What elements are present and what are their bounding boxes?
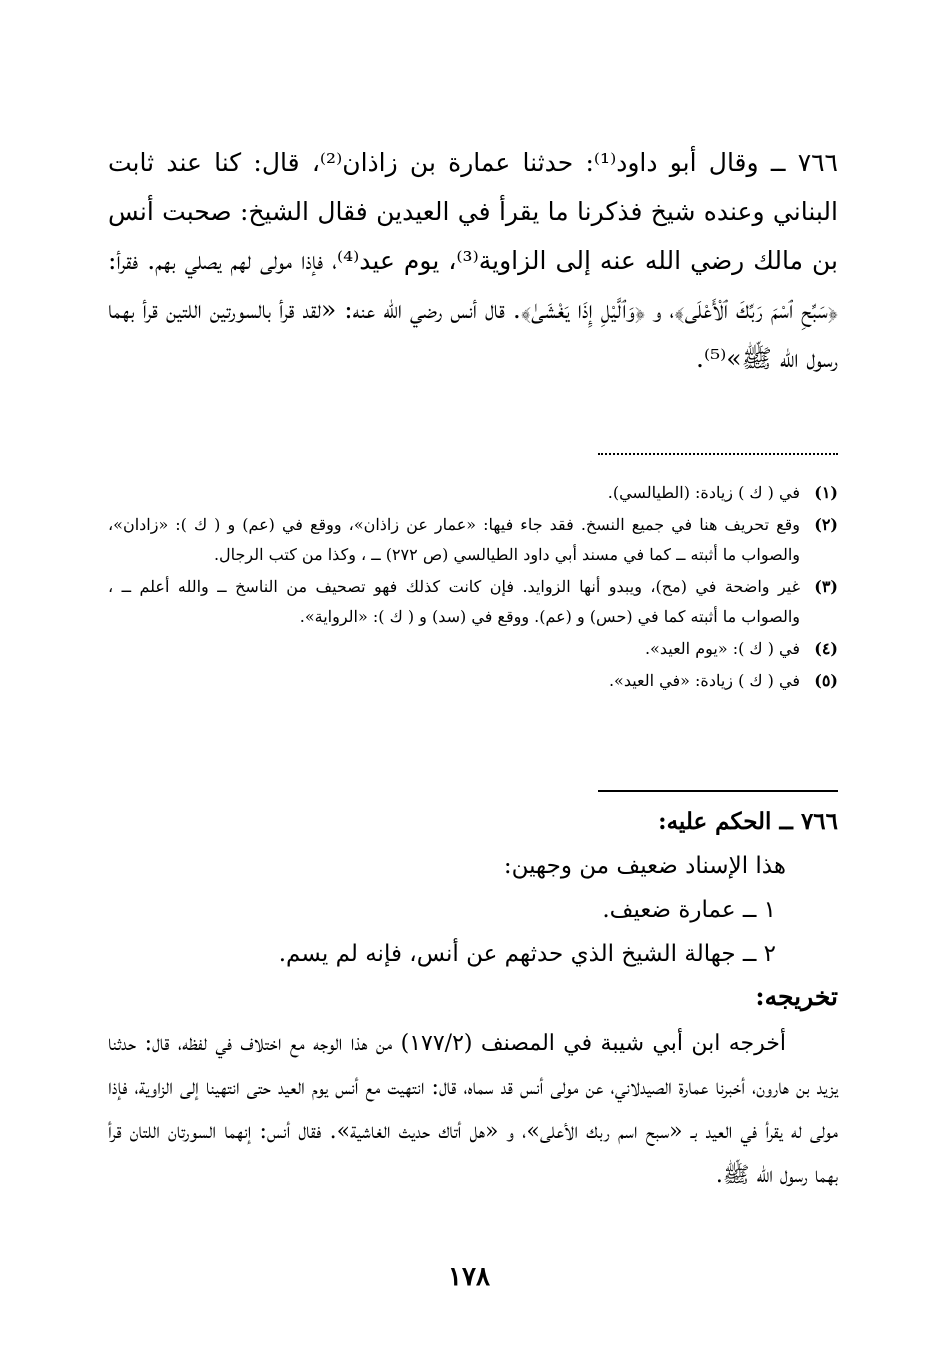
footnote-text: في ( ك ) زيادة: «في العيد».: [608, 671, 800, 690]
takhrij-title: تخريجه:: [755, 982, 838, 1011]
footnote-number: (٤): [814, 639, 838, 658]
ruling-intro: هذا الإسناد ضعيف من وجهين:: [503, 853, 786, 879]
takhrij-paragraph: أخرجه ابن أبي شيبة في المصنف (١٧٧/٢) من هذا الوجه مع اختلاف في لفظه، قال: حدثنا يزيد بن هارون، أخبرنا عمارة الصيدلاني، عن مولى أنس قد سماه، قال: انتهيت مع أنس يوم العيد حتى انتهينا إلى الزاوية، فإذا مولى له يقرأ في العيد بـ «سبح اسم ربك الأعلى»، و «هل أتاك حديث الغاشية». فقال أنس: إنهما السورتان اللتان قرأ بهما رسول الله ﷺ.: [108, 1031, 838, 1188]
footnote-number: (٢): [814, 515, 838, 534]
ruling-item-2: ٢ ــ جهالة الشيخ الذي حدثهم عن أنس، فإنه لم يسم.: [278, 941, 776, 967]
footnote-number: (٣): [814, 577, 838, 596]
takhrij-text: [108, 1022, 838, 1198]
footnote-2: [108, 510, 838, 570]
ruling-title: ٧٦٦ ــ الحكم عليه:: [658, 808, 838, 835]
hadith-text: [108, 138, 838, 383]
hadith-paragraph: ٧٦٦ ــ وقال أبو داود⁽¹⁾: حدثنا عمارة بن زاذان⁽²⁾، قال: كنا عند ثابت البناني وعنده شيخ فذكرنا ما يقرأ في العيدين فقال الشيخ: صحبت أنس بن مالك رضي الله عنه إلى الزاوية⁽³⁾، يوم عيد⁽⁴⁾، فإذا مولى لهم يصلي بهم. فقرأ: ﴿سَبِّحِ ٱسْمَ رَبِّكَ ٱلْأَعْلَى﴾، و ﴿وَٱلَّيْلِ إِذَا يَغْشَىٰ﴾. قال أنس رضي الله عنه: «لقد قرأ بالسورتين اللتين قرأ بهما رسول الله ﷺ»⁽⁵⁾.: [108, 148, 839, 373]
ruling-item-1: ١ ــ عمارة ضعيف.: [602, 897, 776, 923]
footnote-4: [108, 634, 838, 664]
footnote-number: (٥): [814, 671, 838, 690]
footnotes: [108, 478, 838, 698]
footnote-text: وقع تحريف هنا في جميع النسخ. فقد جاء فيها: «عمار عن زاذان»، ووقع في (عم) و ( ك ): «زادان»، والصواب ما أثبته ــ كما في مسند أبي داود الطيالسي (ص ٢٧٢) ــ ، وكذا من كتب الرجال.: [108, 515, 800, 564]
footnote-text: في ( ك ) زيادة: (الطيالسي).: [607, 483, 800, 502]
footnote-text: في ( ك ): «يوم العيد».: [644, 639, 800, 658]
ruling-section: [108, 800, 838, 976]
footnote-separator: [598, 453, 838, 455]
footnote-number: (١): [814, 483, 838, 502]
page-number: ١٧٨: [448, 1262, 490, 1292]
footnote-text: غير واضحة في (مح)، ويبدو أنها الزوايد. فإن كانت كذلك فهو تصحيف من الناسخ ــ والله أعلم ــ ، والصواب ما أثبته كما في (حس) و (عم). ووقع في (سد) و ( ك ): «الرواية».: [108, 577, 800, 626]
footnote-1: [108, 478, 838, 508]
footnote-5: [108, 666, 838, 696]
footnote-3: [108, 572, 838, 632]
section-separator: [598, 790, 838, 792]
